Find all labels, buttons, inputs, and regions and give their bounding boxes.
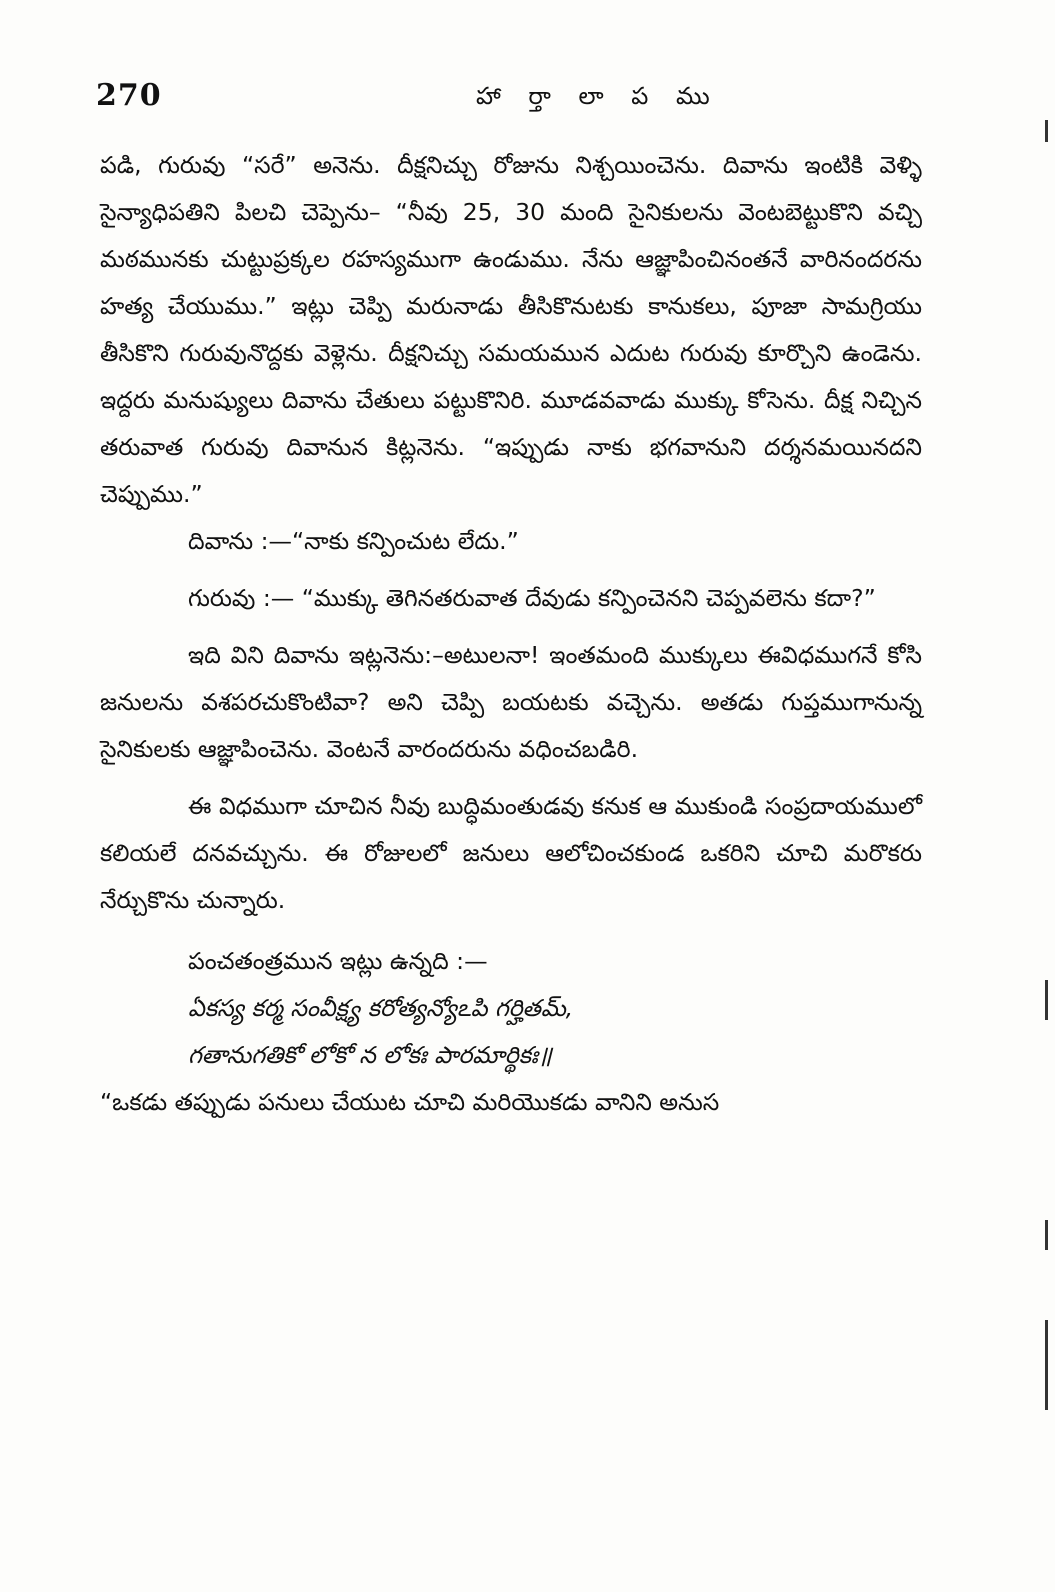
verse-line-1: ఏకస్య కర్మ సంవీక్ష్య కరోత్యన్యోఽపి గర్హితమ్, bbox=[188, 994, 574, 1022]
edge-mark bbox=[1045, 1320, 1048, 1410]
paragraph-2: దివాను :—“నాకు కన్పించుట లేదు.” bbox=[188, 527, 519, 555]
body-text bbox=[100, 142, 922, 1126]
sanskrit-verse bbox=[100, 985, 922, 1079]
page-header bbox=[96, 78, 936, 128]
verse-line-2: గతానుగతికో లోకో న లోకః పారమార్థికః॥ bbox=[188, 1041, 553, 1069]
paragraph-1: పడి, గురువు “సరే” అనెను. దీక్షనిచ్చు రోజును నిశ్చయించెను. దివాను ఇంటికి వెళ్ళి సైన్యాధిపతిని పిలచి చెప్పెను– “నీవు 25, 30 మంది సైనికులను వెంటబెట్టుకొని వచ్చి మఠమునకు చుట్టుప్రక్కల రహస్యముగా ఉండుము. నేను ఆజ్ఞాపించినంతనే వారినందరను హత్య చేయుము.” ఇట్లు చెప్పి మరునాడు తీసికొనుటకు కానుకలు, పూజా సామగ్రియు తీసికొని గురువునొద్దకు వెళ్లెను. దీక్షనిచ్చు సమయమున ఎదుట గురువు కూర్చొని ఉండెను. ఇద్దరు మనుష్యులు దివాను చేతులు పట్టుకొనిరి. మూడవవాడు ముక్కు కోసెను. దీక్ష నిచ్చిన తరువాత గురువు దివానున కిట్లనెను. “ఇప్పుడు నాకు భగవానుని దర్శనమయినదని చెప్పుము.” bbox=[100, 151, 922, 508]
paragraph-3: గురువు :— “ముక్కు తెగినతరువాత దేవుడు కన్పించెనని చెప్పవలెను కదా?” bbox=[188, 584, 876, 612]
running-title: హా ర్తా లా ప ము bbox=[476, 82, 720, 110]
edge-mark bbox=[1045, 120, 1048, 142]
closing-line: “ఒకడు తప్పుడు పనులు చేయుట చూచి మరియొకడు వానిని అనుస bbox=[100, 1088, 720, 1116]
edge-mark bbox=[1045, 980, 1048, 1020]
edge-mark bbox=[1045, 1220, 1048, 1250]
page-number: 270 bbox=[96, 78, 162, 113]
paragraph-5: ఈ విధముగా చూచిన నీవు బుద్ధిమంతుడవు కనుక ఆ ముకుండి సంప్రదాయములో కలియలే దనవచ్చును. ఈ రోజులలో జనులు ఆలోచించకుండ ఒకరిని చూచి మరొకరు నేర్చుకొను చున్నారు. bbox=[100, 792, 922, 914]
paragraph-4: ఇది విని దివాను ఇట్లనెను:–అటులనా! ఇంతమంది ముక్కులు ఈవిధముగనే కోసి జనులను వశపరచుకొంటివా? అని చెప్పి బయటకు వచ్చెను. అతడు గుప్తముగానున్న సైనికులకు ఆజ్ఞాపించెను. వెంటనే వారందరును వధించబడిరి. bbox=[100, 641, 922, 763]
verse-intro: పంచతంత్రమున ఇట్లు ఉన్నది :— bbox=[188, 947, 488, 975]
scan-edge-marks bbox=[1043, 100, 1051, 1500]
